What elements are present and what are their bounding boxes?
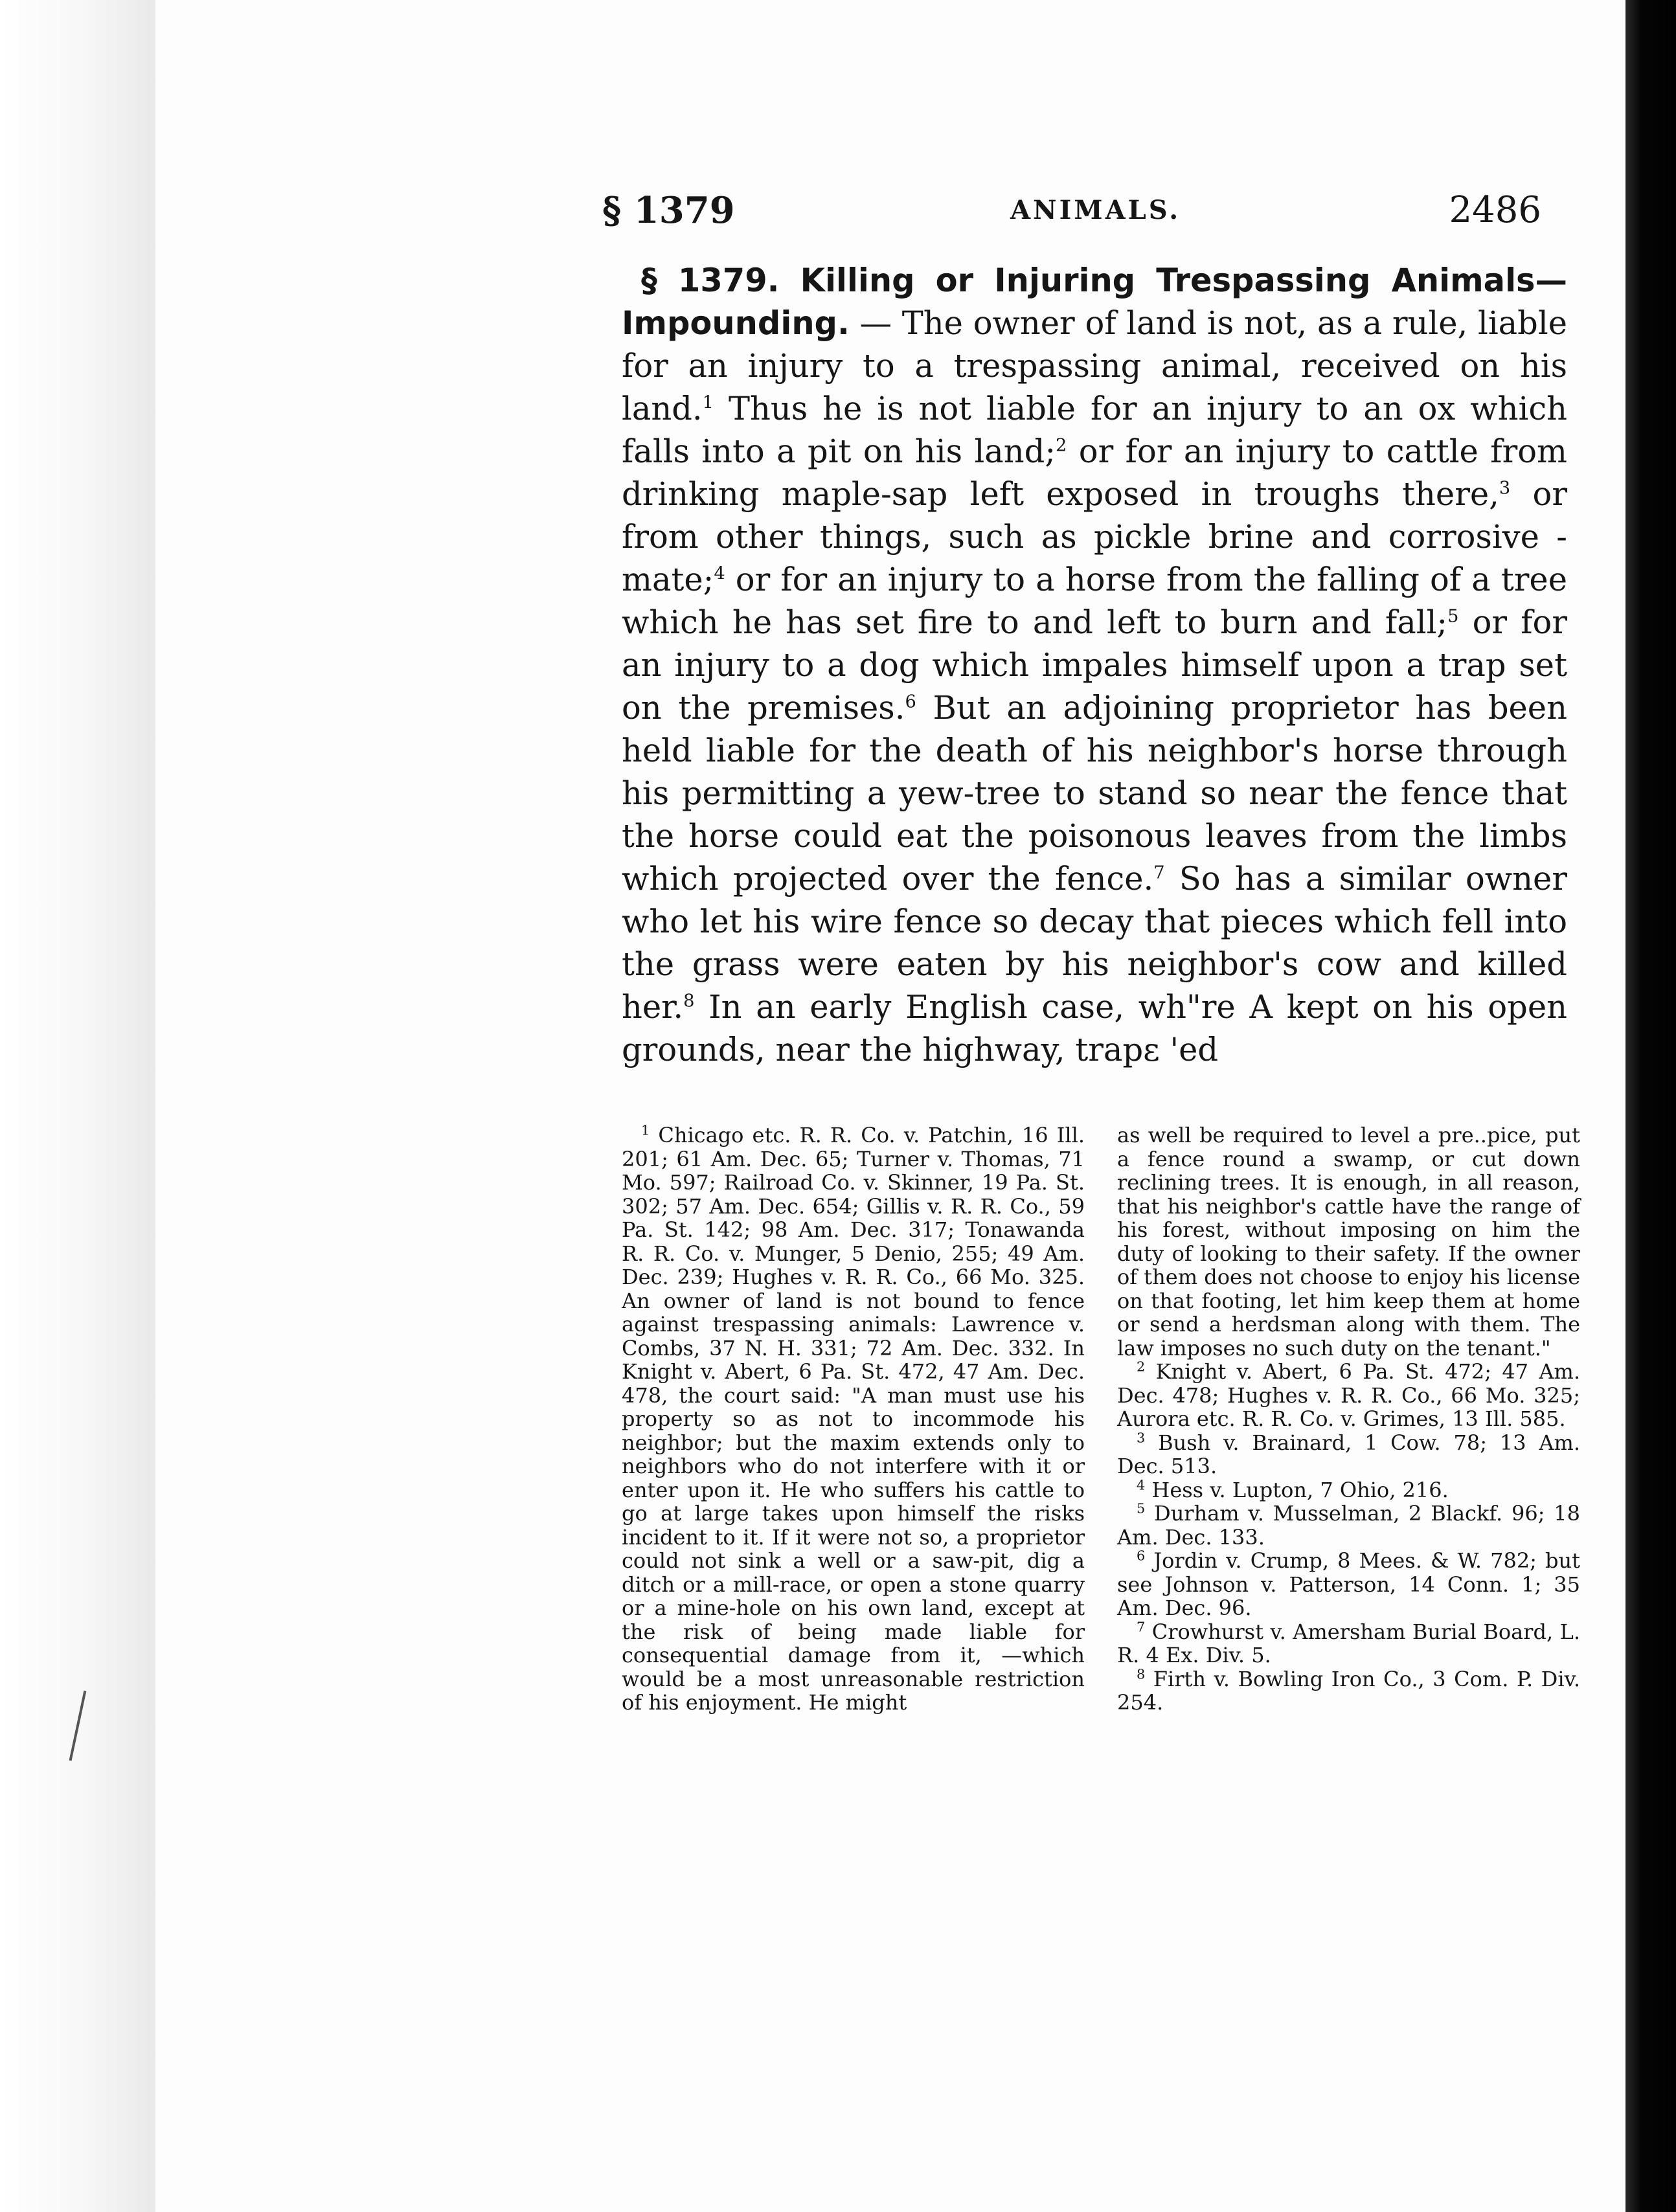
footnote-text: Knight v. Abert, 6 Pa. St. 472; 47 Am. Dec. 478; Hughes v. R. R. Co., 66 Mo. 325; Aurora etc. R. R. Co. v. Grimes, 13 Ill. 585. (1117, 1359, 1581, 1431)
footnote-ref: 3 (1499, 478, 1511, 499)
footnote-text: Hess v. Lupton, 7 Ohio, 216. (1151, 1477, 1449, 1502)
body-sentence: — The owner of land is not, as a rule, liable for an injury to a trespassing animal, received on his land. (622, 304, 1567, 427)
footnote-number: 1 (641, 1122, 650, 1138)
footnote-number: 5 (1137, 1500, 1146, 1517)
running-head-section: § 1379 (602, 189, 735, 232)
footnote-number: 2 (1137, 1359, 1146, 1375)
footnote-text: as well be required to level a pre..pice, put a fence round a swamp, or cut down reclining trees. It is enough, in all reason, that his neighbor's cattle have the range of his forest, without imposing on him the duty of looking to their safety. If the owner of them does not choose to enjoy his license on that footing, let him keep them at home or send a herdsman along with them. The law imposes no such duty on the tenant." (1117, 1123, 1580, 1360)
body-sentence: But an adjoining proprietor has been held liable for the death of his neighbor's horse through his permitting a yew-tree to stand so near the fence that the horse could eat the poisonous leaves from the limbs which projected over the fence. (622, 689, 1567, 897)
body-sentence: In an early English case, wh"re A kept on his open grounds, near the highway, trapε 'ed (622, 988, 1567, 1068)
footnote-ref: 7 (1153, 863, 1165, 883)
body-sentence: So has a similar owner who let his wire fence so decay that pieces which fell into the grass were eaten by his neighbor's cow and killed her. (622, 860, 1567, 1026)
footnote (1117, 1478, 1580, 1502)
footnote-text: Crowhurst v. Amersham Burial Board, L. R. 4 Ex. Div. 5. (1117, 1619, 1581, 1667)
footnote-ref: 2 (1056, 435, 1067, 456)
footnote-number: 7 (1137, 1618, 1146, 1634)
footnote-ref: 1 (702, 392, 714, 413)
footnote-text: Chicago etc. R. R. Co. v. Patchin, 16 Ill. 201; 61 Am. Dec. 65; Turner v. Thomas, 71 Mo. 597; Railroad Co. v. Skinner, 19 Pa. St. 302; 57 Am. Dec. 654; Gillis v. R. R. Co., 59 Pa. St. 142; 98 Am. Dec. 317; Tonawanda R. R. Co. v. Munger, 5 Denio, 255; 49 Am. Dec. 239; Hughes v. R. R. Co., 66 Mo. 325. An owner of land is not bound to fence against trespassing animals: Lawrence v. Combs, 37 N. H. 331; 72 Am. Dec. 332. In Knight v. Abert, 6 Pa. St. 472, 47 Am. Dec. 478, the court said: "A man must use his property so as not to incommode his neighbor; but the maxim extends only to neighbors who do not interfere with it or enter upon it. He who suffers his cattle to go at large takes upon himself the risks incident to it. If it were not so, a proprietor could not sink a well or a saw-pit, dig a ditch or a mill-race, or open a stone quarry or a mine-hole on his own land, except at the risk of being made liable for consequential damage from it, —which would be a most unreasonable restriction of his enjoyment. He might (622, 1123, 1085, 1715)
body-sentence: or for an injury to a horse from the falling of a tree which he has set fire to and left to burn and fall; (622, 561, 1567, 641)
footnote-ref: 8 (683, 991, 695, 1011)
footnote (1117, 1620, 1580, 1667)
footnote-number: 8 (1137, 1665, 1146, 1682)
footnote-text: Firth v. Bowling Iron Co., 3 Com. P. Div. 254. (1117, 1666, 1581, 1715)
footnote-number: 4 (1137, 1476, 1146, 1493)
body-text (622, 259, 1567, 1071)
body-paragraph (622, 259, 1567, 1071)
footnote-number: 6 (1137, 1548, 1146, 1564)
footnote (1117, 1431, 1580, 1478)
footnote (1117, 1549, 1580, 1620)
footnote-text: Jordin v. Crump, 8 Mees. & W. 782; but see Johnson v. Patterson, 14 Conn. 1; 35 Am. Dec. 96. (1117, 1548, 1580, 1620)
footnote-continuation (1117, 1123, 1580, 1360)
running-head (602, 181, 1541, 240)
footnote (622, 1123, 1085, 1715)
body-sentence: or for an injury to a dog which impales himself upon a trap set on the premises. (622, 604, 1567, 727)
footnote-column-left (622, 1123, 1085, 1715)
body-sentence: or from other things, such as pickle brine and corrosive -mate; (622, 475, 1567, 598)
footnote-ref: 6 (905, 692, 916, 712)
body-sentence: Thus he is not liable for an injury to an ox which falls into a pit on his land; (622, 390, 1567, 470)
footnote-text: Durham v. Musselman, 2 Blackf. 96; 18 Am. Dec. 133. (1117, 1501, 1581, 1550)
page-number: 2486 (1449, 189, 1541, 231)
section-heading: § 1379. Killing or Injuring Trespassing Animals— Impounding. (622, 262, 1567, 342)
footnote (1117, 1502, 1580, 1549)
facing-page-edge (0, 0, 155, 2212)
footnote (1117, 1360, 1580, 1431)
body-sentence: or for an injury to cattle from drinking maple-sap left exposed in troughs there, (622, 433, 1567, 513)
footnote-column-right (1117, 1123, 1580, 1715)
footnotes (622, 1123, 1580, 1715)
footnote-text: Bush v. Brainard, 1 Cow. 78; 13 Am. Dec. 513. (1117, 1430, 1581, 1478)
footnote-ref: 4 (714, 563, 725, 584)
book-spine (1625, 0, 1676, 2212)
footnote-ref: 5 (1447, 606, 1459, 627)
running-head-title: ANIMALS. (1010, 195, 1181, 225)
footnote-number: 3 (1137, 1429, 1146, 1445)
footnote (1117, 1667, 1580, 1715)
